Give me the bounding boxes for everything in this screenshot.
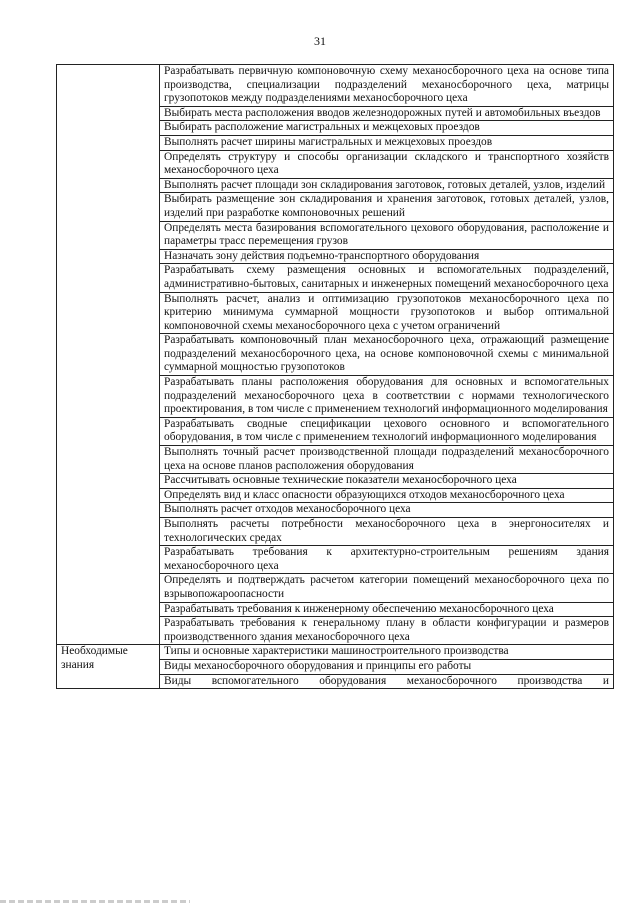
skill-item: Рассчитывать основные технические показатели механосборочного цеха	[160, 474, 614, 489]
skill-item: Определять и подтверждать расчетом категории помещений механосборочного цеха по взрывопожароопасности	[160, 574, 614, 602]
skill-item: Разрабатывать первичную компоновочную схему механосборочного цеха на основе типа производства, специализации подразделений механосборочного цеха, матрицы грузопотоков между подразделениями механосборочного цеха	[160, 65, 614, 107]
skill-row	[57, 65, 614, 107]
skill-item: Выполнять расчет, анализ и оптимизацию грузопотоков механосборочного цеха по критерию минимума суммарной мощности грузопотоков и выбор оптимальной компоновочной схемы механосборочного цеха с учетом ограничений	[160, 292, 614, 334]
skill-item: Выбирать размещение зон складирования и хранения заготовок, готовых деталей, узлов, изделий при разработке компоновочных решений	[160, 193, 614, 221]
skill-item: Разрабатывать планы расположения оборудования для основных и вспомогательных подразделений механосборочного цеха в соответствии с нормами технологического проектирования, в том числе с применением технологий информационного моделирования	[160, 376, 614, 418]
skill-item: Выполнять расчет ширины магистральных и межцеховых проездов	[160, 135, 614, 150]
skill-item: Выполнять расчеты потребности механосборочного цеха в энергоносителях и технологических средах	[160, 518, 614, 546]
skill-item: Разрабатывать требования к архитектурно-строительным решениям здания механосборочного цеха	[160, 546, 614, 574]
skill-item: Разрабатывать компоновочный план механосборочного цеха, отражающий размещение подразделений механосборочного цеха, на основе компоновочной схемы с минимальной суммарной мощностью грузопотоков	[160, 334, 614, 376]
skill-item: Выбирать расположение магистральных и межцеховых проездов	[160, 121, 614, 136]
knowledge-row	[57, 645, 614, 660]
page-number: 31	[314, 34, 326, 48]
skill-item: Выполнять точный расчет производственной площади подразделений механосборочного цеха на основе планов расположения оборудования	[160, 446, 614, 474]
knowledge-item: Виды вспомогательного оборудования механосборочного производства и	[160, 674, 614, 689]
skill-item: Выполнять расчет площади зон складирования заготовок, готовых деталей, узлов, изделий	[160, 178, 614, 193]
skill-item: Определять вид и класс опасности образующихся отходов механосборочного цеха	[160, 488, 614, 503]
skill-item: Разрабатывать требования к инженерному обеспечению механосборочного цеха	[160, 602, 614, 617]
knowledge-item: Виды механосборочного оборудования и принципы его работы	[160, 659, 614, 674]
skill-item: Выбирать места расположения вводов железнодорожных путей и автомобильных въездов	[160, 106, 614, 121]
skill-item: Назначать зону действия подъемно-транспортного оборудования	[160, 249, 614, 264]
knowledge-label: Необходимые знания	[57, 645, 160, 689]
skills-label-cell	[57, 65, 160, 645]
skill-item: Разрабатывать сводные спецификации цехового основного и вспомогательного оборудования, в том числе с применением технологий информационного моделирования	[160, 417, 614, 445]
skill-item: Разрабатывать схему размещения основных и вспомогательных подразделений, административно-бытовых, санитарных и инженерных помещений механосборочного цеха	[160, 264, 614, 292]
requirements-table	[56, 64, 614, 689]
skill-item: Разрабатывать требования к генеральному плану в области конфигурации и размеров производственного здания механосборочного цеха	[160, 617, 614, 645]
knowledge-item: Типы и основные характеристики машиностроительного производства	[160, 645, 614, 660]
skill-item: Определять места базирования вспомогательного цехового оборудования, расположение и параметры трасс перемещения грузов	[160, 221, 614, 249]
skill-item: Определять структуру и способы организации складского и транспортного хозяйств механосборочного цеха	[160, 150, 614, 178]
skill-item: Выполнять расчет отходов механосборочного цеха	[160, 503, 614, 518]
